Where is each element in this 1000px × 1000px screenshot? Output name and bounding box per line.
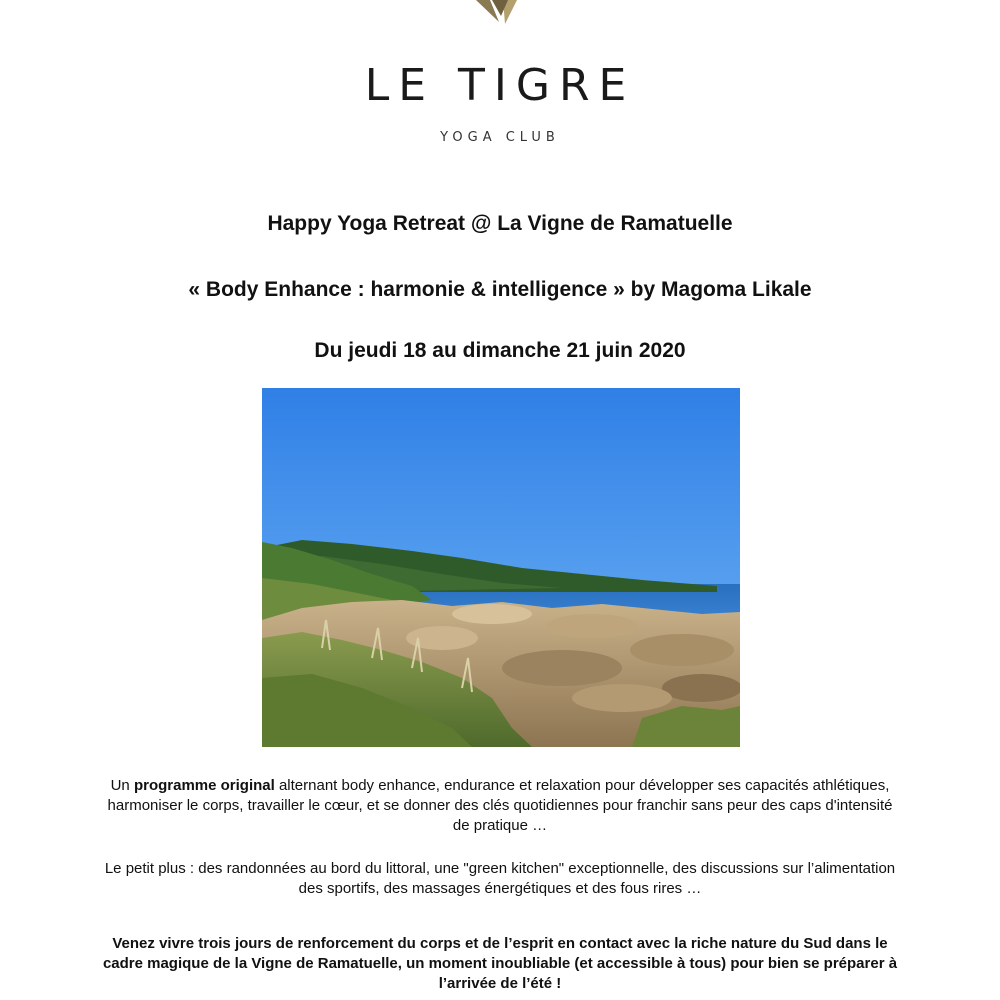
brand-subtitle: YOGA CLUB xyxy=(440,130,560,145)
event-title: Happy Yoga Retreat @ La Vigne de Ramatuelle xyxy=(267,212,733,235)
coastal-landscape-image xyxy=(262,388,740,747)
intro-lead: Un xyxy=(110,777,134,794)
intro-rest: alternant body enhance, endurance et relaxation pour développer ses capacités athlétiques, harmoniser le corps, travailler le cœur, et se donner des clés quotidiennes pour franchir sans peur des caps d'intensité de pratique … xyxy=(107,777,893,834)
event-subtitle: « Body Enhance : harmonie & intelligence » by Magoma Likale xyxy=(188,278,812,301)
intro-paragraph xyxy=(100,776,900,836)
invitation-paragraph: Venez vivre trois jours de renforcement du corps et de l’esprit en contact avec la riche nature du Sud dans le cadre magique de la Vigne de Ramatuelle, un moment inoubliable (et accessible à tous) pour bien se préparer à l’arrivée de l’été ! xyxy=(102,935,898,992)
intro-highlight: programme original xyxy=(133,777,275,794)
brand-name: LE TIGRE xyxy=(364,60,636,111)
tiger-logo-icon xyxy=(0,0,1000,30)
extras-paragraph: Le petit plus : des randonnées au bord du littoral, une "green kitchen" exceptionnelle, des discussions sur l’alimentation des sportifs, des massages énergétiques et des fous rires … xyxy=(104,860,896,897)
event-dates: Du jeudi 18 au dimanche 21 juin 2020 xyxy=(314,339,686,362)
